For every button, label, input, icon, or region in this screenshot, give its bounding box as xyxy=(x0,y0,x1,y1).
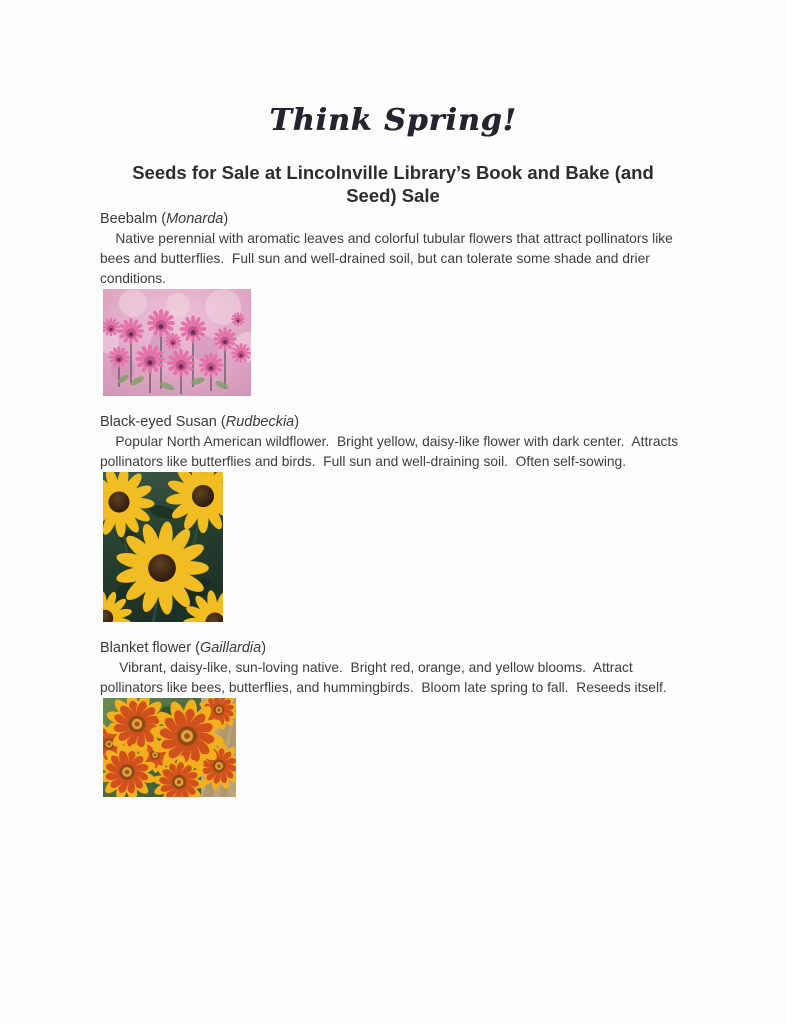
plant-common-name: Beebalm ( xyxy=(100,211,167,227)
black-eyed-susan-photo xyxy=(103,472,692,622)
plant-name-suffix: ) xyxy=(223,211,229,227)
plant-name-suffix: ) xyxy=(294,414,300,430)
section-description-beebalm: Native perennial with aromatic leaves and colorful tubular flowers that attract pollinators like bees and butterflies. Full sun and well-drained soil, but can tolerate some shade and drier conditions. xyxy=(100,231,677,286)
plant-common-name: Black-eyed Susan ( xyxy=(100,414,226,430)
plant-common-name: Blanket flower ( xyxy=(100,640,200,656)
page-title: Think Spring! xyxy=(269,103,517,138)
page-subtitle: Seeds for Sale at Lincolnville Library’s Book and Bake (and Seed) Sale xyxy=(132,162,654,206)
flyer-content xyxy=(0,209,692,797)
gaillardia-photo xyxy=(103,698,692,797)
section-blanket-flower xyxy=(100,638,692,797)
section-heading-beebalm xyxy=(100,209,692,229)
plant-name-suffix: ) xyxy=(261,640,267,656)
section-heading-black-eyed-susan xyxy=(100,412,692,432)
section-heading-blanket-flower xyxy=(100,638,692,658)
section-description-blanket-flower: Vibrant, daisy-like, sun-loving native. Bright red, orange, and yellow blooms. Attract pollinators like bees, butterflies, and hummingbirds. Bloom late spring to fall. Reseeds itself. xyxy=(100,660,667,695)
plant-latin-name: Gaillardia xyxy=(199,640,262,656)
section-beebalm xyxy=(100,209,692,396)
plant-latin-name: Rudbeckia xyxy=(225,414,295,430)
beebalm-photo xyxy=(103,289,692,396)
section-black-eyed-susan xyxy=(100,412,692,622)
plant-latin-name: Monarda xyxy=(166,211,224,227)
section-description-black-eyed-susan: Popular North American wildflower. Bright yellow, daisy-like flower with dark center. Attracts pollinators like butterflies and birds. Full sun and well-draining soil. Often self-sowing. xyxy=(100,434,683,469)
